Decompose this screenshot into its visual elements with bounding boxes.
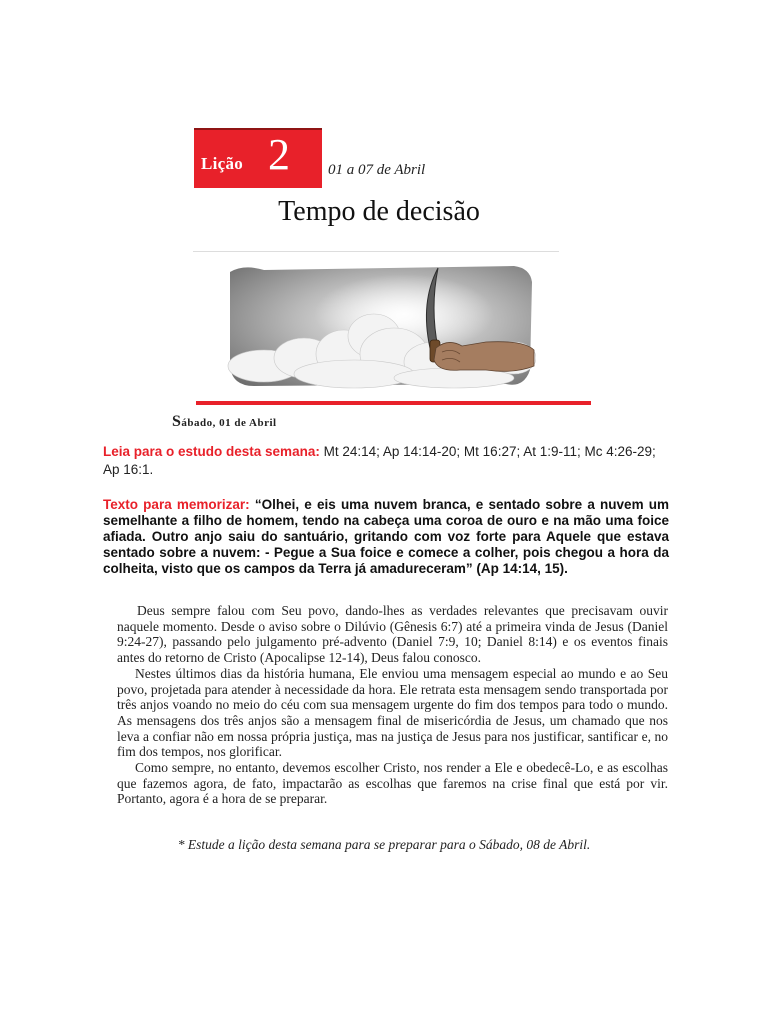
lesson-label: Lição xyxy=(201,154,244,173)
weekly-reading xyxy=(103,443,669,479)
weekly-reading-label: Leia para o estudo desta semana: xyxy=(103,444,320,459)
body-paragraph: Deus sempre falou com Seu povo, dando-lhes as verdades relevantes que precisavam ouvir naquele momento. Desde o aviso sobre o Dilúvio (Gênesis 6:7) até a primeira vinda de Jesus (Daniel 9:24-27), passando pelo julgamento pré-advento (Daniel 7:9, 10; Daniel 8:14) e os eventos finais antes do retorno de Cristo (Apocalipse 12-14), Deus falou conosco. xyxy=(117,603,668,666)
day-heading-initial: S xyxy=(172,413,182,430)
lesson-number: 2 xyxy=(268,130,290,179)
memory-verse xyxy=(103,497,669,577)
section-divider xyxy=(196,401,591,405)
lesson-date-range: 01 a 07 de Abril xyxy=(328,162,426,178)
sickle-cloud-illustration xyxy=(224,262,536,390)
memory-verse-label: Texto para memorizar: xyxy=(103,497,250,512)
day-heading xyxy=(172,413,277,431)
memory-verse-text: “Olhei, e eis uma nuvem branca, e sentado sobre a nuvem um semelhante a filho de homem, tendo na cabeça uma coroa de ouro e na mão uma foice afiada. Outro anjo saiu do santuário, gritando com voz forte para Aquele que estava sentado sobre a nuvem: - Pegue a Sua foice e comece a colher, pois chegou a hora da colheita, visto que os campos da Terra já amadureceram” (Ap 14:14, 15). xyxy=(103,497,670,576)
study-footnote: * Estude a lição desta semana para se preparar para o Sábado, 08 de Abril. xyxy=(177,837,591,852)
lesson-body xyxy=(117,603,668,807)
lesson-badge xyxy=(194,128,322,188)
weekly-reading-refs: Mt 24:14; Ap 14:14-20; Mt 16:27; At 1:9-11; Mc 4:26-29; Ap 16:1. xyxy=(103,444,656,477)
lesson-title: Tempo de decisão xyxy=(278,196,480,227)
day-heading-text: ábado, 01 de Abril xyxy=(181,417,277,429)
body-paragraph: Nestes últimos dias da história humana, Ele enviou uma mensagem especial ao mundo e ao Seu povo, projetada para atender à necessidade da hora. Ele retrata esta mensagem sendo transportada por três anjos voando no meio do céu com sua mensagem urgente do fim dos tempos para todo o mundo. As mensagens dos três anjos são a mensagem final de misericórdia de Jesus, um chamado que nos leva a confiar não em nossa própria justiça, mas na justiça de Jesus para nos justificar, santificar e, no fim dos tempos, nos glorificar. xyxy=(117,665,668,760)
hero-top-border xyxy=(193,251,559,252)
cloud-sickle-image xyxy=(224,262,536,390)
body-paragraph: Como sempre, no entanto, devemos escolher Cristo, nos render a Ele e obedecê-Lo, e as escolhas que fazemos agora, de fato, impactarão as escolhas que faremos na crise final que está por vir. Portanto, agora é a hora de se preparar. xyxy=(117,760,668,807)
